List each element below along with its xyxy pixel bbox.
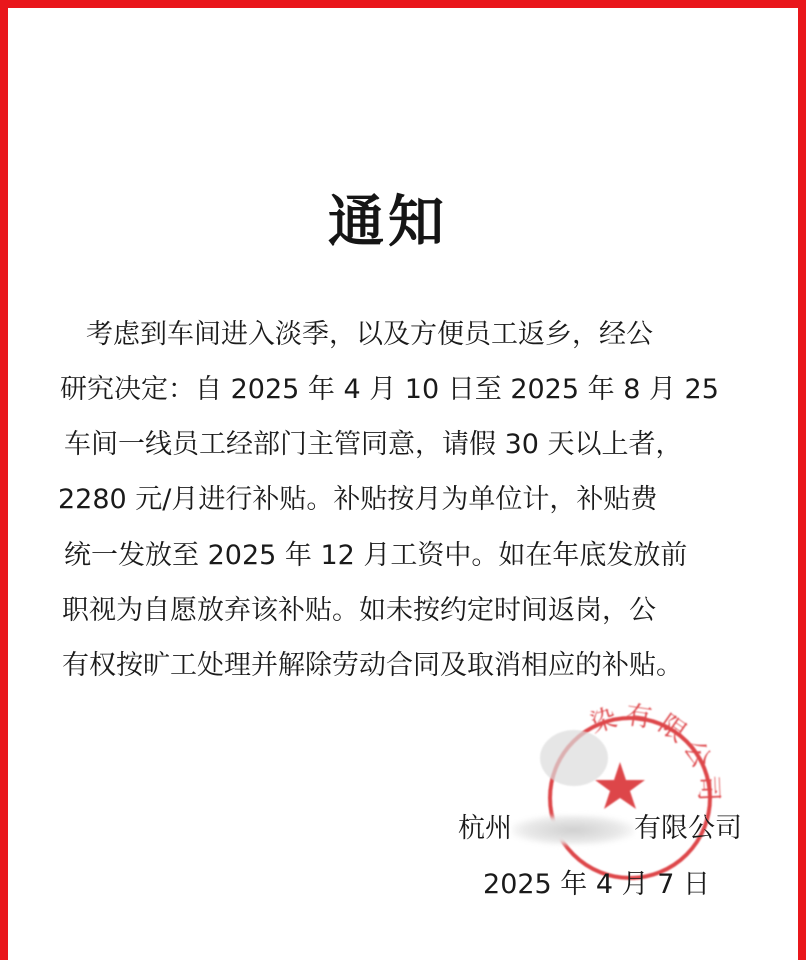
notice-title: 通知 bbox=[328, 189, 448, 255]
company-seal bbox=[526, 698, 726, 888]
notice-line-3: 车间一线员工经部门主管同意，请假 30 天以上者， bbox=[64, 429, 683, 460]
redacted-company-name bbox=[512, 815, 634, 845]
notice-line-5: 统一发放至 2025 年 12 月工资中。如在年底发放前 bbox=[64, 540, 688, 571]
seal-text: 染有限公司 bbox=[586, 700, 724, 808]
notice-document bbox=[8, 8, 798, 960]
company-suffix: 有限公司 bbox=[634, 813, 742, 844]
notice-line-1: 考虑到车间进入淡季，以及方便员工返乡，经公 bbox=[86, 319, 653, 350]
notice-line-6: 职视为自愿放弃该补贴。如未按约定时间返岗，公 bbox=[62, 595, 656, 626]
notice-line-4: 2280 元/月进行补贴。补贴按月为单位计，补贴费 bbox=[58, 484, 658, 515]
notice-date: 2025 年 4 月 7 日 bbox=[483, 869, 710, 900]
company-prefix: 杭州 bbox=[458, 813, 512, 844]
company-name bbox=[458, 806, 742, 845]
notice-line-7: 有权按旷工处理并解除劳动合同及取消相应的补贴。 bbox=[62, 650, 683, 681]
notice-line-2: 研究决定：自 2025 年 4 月 10 日至 2025 年 8 月 25 bbox=[60, 374, 719, 405]
